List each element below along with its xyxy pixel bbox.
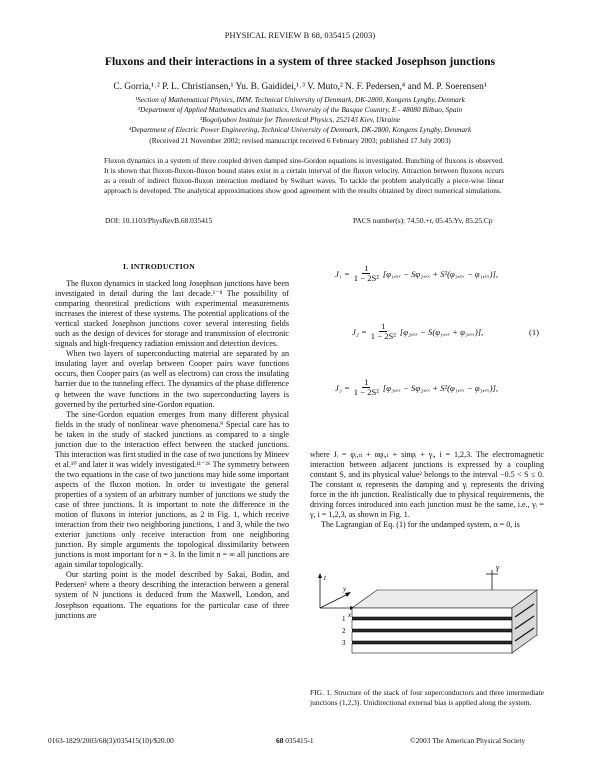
equation-j1 [335, 264, 498, 283]
fraction-numerator: 1 [364, 377, 369, 387]
superconductor-layer [352, 644, 512, 653]
paragraph: The sine-Gordon equation emerges from many different physical fields in the study of nonlinear wave phenomena.⁹ Special care has to be taken in the study of stacked junctions as compared to a single junction due to the interaction effect between the stacked junctions. This interaction was first studied in the case of two junctions by Mineev et al.¹⁰ and later it was widely investigated.¹¹⁻²⁶ The symmetry between the two equations in the case of two junctions may hide some important aspects of the fluxon motion. In order to investigate the general properties of a system of an arbitrary number of junctions we study the case of three junctions. It is important to note the difference in the motion of fluxons in interior junctions, as 2 in Fig. 1, which receive interaction from their two neighboring junctions, 1 and 3, while the two exterior junctions only receive interaction from one neighboring junction. By simple arguments the topological dissimilarity between junctions is most important for n = 3. In the limit n = ∞ all junctions are again similar topologically. [55, 409, 289, 570]
footer-copyright: ©2003 The American Physical Society [410, 736, 526, 745]
junction-1 [352, 617, 512, 620]
equation-rhs: [φ₁,ₓₓ − Sφ₂,ₓₓ + S²(φ₃,ₓₓ − φ₁,ₓₓ)], [382, 268, 498, 279]
t-axis-label: t [324, 574, 326, 582]
affiliation-4: ⁴Department of Electric Power Engineering, Technical University of Denmark, DK-2800, Kongens Lyngby, Denmark [128, 125, 472, 134]
superconductor-layer [352, 608, 512, 617]
equation-j2 [352, 322, 483, 341]
x-axis-label: x [348, 611, 352, 619]
author-list: C. Gorria,¹˒² P. L. Christiansen,¹ Yu. B. Gaididei,¹˒³ V. Muto,² N. F. Pedersen,⁴ and M. P. Soerensen¹ [113, 82, 487, 92]
figure-caption: FIG. 1. Structure of the stack of four superconductors and three intermediate junctions (1,2,3). Unidirectional external bias is applied along the system. [310, 688, 544, 707]
junction-2 [352, 629, 512, 632]
paper-title: Fluxons and their interactions in a system of three stacked Josephson junctions [104, 55, 496, 68]
figure-1-stack-diagram [312, 560, 544, 680]
affiliation-2: ²Department of Applied Mathematics and Statistics, University of the Basque Country, E - 48080 Bilbao, Spain [137, 105, 463, 114]
doi: DOI: 10.1103/PhysRevB.68.035415 [105, 216, 213, 225]
equation-lhs: J₁ = [335, 268, 350, 279]
fraction-denominator: 1 − 2S² [353, 273, 379, 283]
paragraph: The Lagrangian of Eq. (1) for the undamped system, α = 0, is [321, 520, 520, 530]
paragraph: When two layers of superconducting material are separated by an insulating layer and overlap between Cooper pairs wave functions occurs, then Cooper pairs (as well as electrons) can cross the insulating barrier due to the tunneling effect. The dynamics of the phase difference φ between the wave functions in the two superconducting layers is governed by the perturbed sine-Gordon equation. [55, 349, 289, 409]
footer-issn: 0163-1829/2003/68(3)/035415(10)/$20.00 [48, 736, 174, 745]
footer-page [276, 736, 314, 745]
junction-label-3: 3 [342, 639, 346, 647]
equation-rhs: [φ₃,ₓₓ − Sφ₂,ₓₓ + S²(φ₁,ₓₓ − φ₃,ₓₓ)], [382, 382, 498, 393]
fraction-numerator: 1 [381, 321, 386, 331]
superconductor-layer [352, 632, 512, 641]
received-dates: (Received 21 November 2002; revised manuscript received 6 February 2003; published 17 July 2003) [149, 136, 451, 145]
footer-page-number: 035415-1 [283, 736, 314, 745]
junction-label-1: 1 [342, 615, 346, 623]
junction-label-2: 2 [342, 627, 346, 635]
journal-header: PHYSICAL REVIEW B 68, 035415 (2003) [224, 31, 376, 40]
equation-lhs: J₃ = [335, 382, 350, 393]
paragraph: The fluxon dynamics in stacked long Josephson junctions have been investigated in detail during the last decade.¹⁻⁸ The possibility of comparing theoretical predictions with experimental measurements increases the interest of these systems. The potential applications of the vertical stacked Josephson junctions cover several interesting fields such as the design of devices for storage and transmission of electronic signals and high-frequency radiation emission and detection devices. [55, 279, 289, 349]
affiliation-3: ³Bogolyubov Institute for Theoretical Physics, 252143 Kiev, Ukraine [199, 115, 401, 124]
junction-3 [352, 641, 512, 644]
affiliation-1: ¹Section of Mathematical Physics, IMM, Technical University of Denmark, DK-2800, Kongens Lyngby, Denmark [135, 95, 465, 104]
stack-layers [352, 608, 512, 653]
gamma-label: γ [496, 563, 500, 572]
fraction [352, 378, 381, 397]
fraction [369, 322, 398, 341]
y-axis-label: y [343, 585, 347, 593]
left-column [55, 279, 289, 621]
footer-volume: 68 [276, 736, 284, 745]
pacs-numbers: PACS number(s): 74.50.+r, 05.45.Yv, 85.25.Cp [353, 216, 493, 225]
equation-rhs: [φ₂,ₓₓ − S(φ₁,ₓₓ + φ₃,ₓₓ)], [399, 326, 484, 337]
abstract: Fluxon dynamics in a system of three coupled driven damped sine-Gordon equations is investigated. Bunching of fluxons is observed. It is shown that fluxon-fluxon-fluxon bound states exist in a certain interval of the fluxon velocity. Attraction between fluxons occurs as a result of indirect fluxon-fluxon interaction mediated by Swihart waves. To tackle the problem analytically a piece-wise linear approach is developed. The analytical approximations show good agreement with the results obtained by direct numerical simulations. [104, 156, 504, 195]
t-axis-arrow [318, 573, 322, 578]
paragraph: Our starting point is the model described by Sakai, Bodin, and Pedersen² where a theory describing the interaction between a general system of N junctions is deduced from the Maxwell, London, and Josephson equations. The equations for the particular case of three junctions are [55, 570, 289, 620]
right-column [310, 450, 544, 530]
fraction [352, 264, 381, 283]
paragraph: where Jᵢ = φᵢ,ₜₜ + αφᵢ,ₜ + sinφᵢ + γᵢ, i = 1,2,3. The electromagnetic interaction between adjacent junctions is expressed by a coupling constant S, and its physical value² belongs to the interval −0.5 < S ≤ 0. The constant αᵢ represents the damping and γᵢ represents the driving force in the ith junction. Realistically due to physical requirements, the driving forces introduced into each junction must be the same, i.e., γᵢ = γ, i = 1,2,3, as shown in Fig. 1. [310, 450, 544, 520]
equation-j3 [335, 378, 498, 397]
fraction-denominator: 1 − 2S² [353, 387, 379, 397]
equation-lhs: J₂ = [352, 326, 367, 337]
fraction-denominator: 1 − 2S² [370, 331, 396, 341]
superconductor-layer [352, 620, 512, 629]
section-heading: I. INTRODUCTION [122, 262, 195, 271]
stack-top-surface [352, 590, 537, 608]
equation-number: (1) [529, 327, 540, 337]
fraction-numerator: 1 [364, 263, 369, 273]
y-axis [320, 594, 348, 608]
